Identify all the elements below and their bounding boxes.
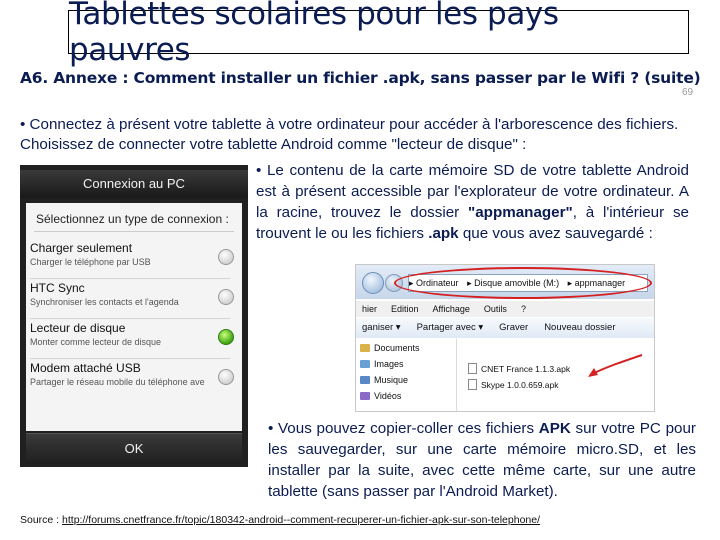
phone-dialog-prompt: Sélectionnez un type de connexion : (36, 212, 229, 226)
images-folder-icon (360, 360, 370, 368)
page-number: 69 (682, 87, 694, 98)
red-arrow-icon (584, 353, 644, 383)
option-label: HTC Sync (30, 281, 85, 295)
phone-ok-button[interactable]: OK (26, 433, 242, 464)
sidebar-item-label: Vidéos (374, 391, 402, 401)
red-highlight-ellipse (394, 267, 652, 299)
radio-button[interactable] (218, 289, 234, 305)
back-arrow-icon[interactable] (362, 272, 384, 294)
paragraph-connect-text: • Connectez à présent votre tablette à votre ordinateur pour accéder à l'arborescence des fichiers. Choisissez de connecter votre tablette Android comme "lecteur de disque" : (20, 116, 679, 153)
sidebar-item-label: Musique (374, 375, 409, 385)
paragraph-text: • Le contenu de la carte mémoire SD de votre tablette Android est à présent accessible par l'explorateur de votre ordinateur. A la racine, trouvez le dossier (256, 162, 689, 221)
title-box (68, 0, 689, 68)
breadcrumb-removable-disk[interactable]: ▸ Disque amovible (M:) (467, 278, 560, 288)
new-folder-button[interactable]: Nouveau dossier (544, 322, 616, 333)
paragraph-text: , à l'intérieur se trouvent le ou les fichiers (256, 204, 689, 242)
file-item[interactable] (468, 363, 570, 374)
radio-button[interactable] (218, 249, 234, 265)
explorer-toolbar (356, 318, 655, 338)
apk-bold: APK (538, 420, 571, 437)
phone-option-charge[interactable] (26, 239, 242, 279)
explorer-file-list (464, 339, 654, 412)
source-link[interactable]: http://forums.cnetfrance.fr/topic/180342-android--comment-recuperer-un-fichier-apk-sur-son-telephone/ (62, 514, 541, 526)
folder-name: "appmanager" (468, 204, 573, 221)
phone-dialog-panel (26, 203, 242, 431)
option-description: Charger le téléphone par USB (30, 257, 151, 267)
explorer-screenshot (355, 264, 655, 412)
paragraph-text: que vous avez sauvegardé : (458, 225, 653, 242)
breadcrumb-appmanager[interactable]: ▸ appmanager (567, 278, 626, 288)
share-with-button[interactable]: Partager avec ▾ (416, 322, 484, 333)
option-label: Modem attaché USB (30, 361, 141, 375)
sidebar-item-videos[interactable] (360, 391, 401, 401)
apk-file-icon (468, 363, 477, 374)
sidebar-item-documents[interactable] (360, 343, 420, 353)
menu-tools[interactable]: Outils (483, 304, 507, 314)
file-name: CNET France 1.1.3.apk (481, 364, 571, 374)
menu-file[interactable]: hier (362, 304, 378, 314)
explorer-sidebar (356, 339, 457, 412)
phone-connection-screenshot (20, 165, 248, 467)
divider (34, 231, 234, 232)
file-item[interactable] (468, 379, 559, 390)
file-name: Skype 1.0.0.659.apk (481, 380, 559, 390)
paragraph-sd-card (256, 160, 689, 244)
option-description: Partager le réseau mobile du téléphone ave (30, 377, 205, 387)
radio-button[interactable] (218, 369, 234, 385)
explorer-menu-bar (356, 301, 655, 317)
sidebar-item-label: Documents (374, 343, 420, 353)
paragraph-connect (20, 115, 710, 155)
page-title: Tablettes scolaires pour les pays pauvres (69, 0, 559, 68)
organize-button[interactable]: ganiser ▾ (362, 322, 401, 333)
option-label: Charger seulement (30, 241, 133, 255)
phone-option-htc-sync[interactable] (26, 279, 242, 319)
phone-dialog-header: Connexion au PC (20, 170, 248, 198)
paragraph-copy-paste (268, 418, 696, 502)
address-bar-area (356, 265, 655, 299)
menu-help[interactable]: ? (520, 304, 526, 314)
burn-button[interactable]: Graver (499, 322, 529, 333)
file-extension: .apk (428, 225, 459, 242)
phone-option-usb-modem[interactable] (26, 359, 242, 399)
sidebar-item-music[interactable] (360, 375, 408, 385)
section-subtitle: A6. Annexe : Comment installer un fichier .apk, sans passer par le Wifi ? (suite) (20, 69, 701, 87)
videos-folder-icon (360, 392, 370, 400)
paragraph-text: • Vous pouvez copier-coller ces fichiers (268, 420, 539, 437)
radio-button-selected[interactable] (218, 329, 234, 345)
menu-view[interactable]: Affichage (432, 304, 470, 314)
phone-option-disk-drive[interactable] (26, 319, 242, 359)
sidebar-item-images[interactable] (360, 359, 404, 369)
option-description: Monter comme lecteur de disque (30, 337, 162, 347)
documents-folder-icon (360, 344, 370, 352)
menu-edit[interactable]: Edition (391, 304, 419, 314)
option-label: Lecteur de disque (30, 321, 126, 335)
breadcrumb-computer[interactable]: ▸ Ordinateur (409, 278, 459, 288)
sidebar-item-label: Images (374, 359, 404, 369)
source-citation (20, 514, 540, 526)
source-label: Source : (20, 514, 63, 526)
apk-file-icon (468, 379, 477, 390)
music-folder-icon (360, 376, 370, 384)
paragraph-text: sur votre PC pour les sauvegarder, sur une carte mémoire micro.SD, et les installer par la suite, avec cette même carte, sur une autre tablette (sans passer par l'Android Market). (268, 420, 696, 500)
option-description: Synchroniser les contacts et l'agenda (30, 297, 179, 307)
